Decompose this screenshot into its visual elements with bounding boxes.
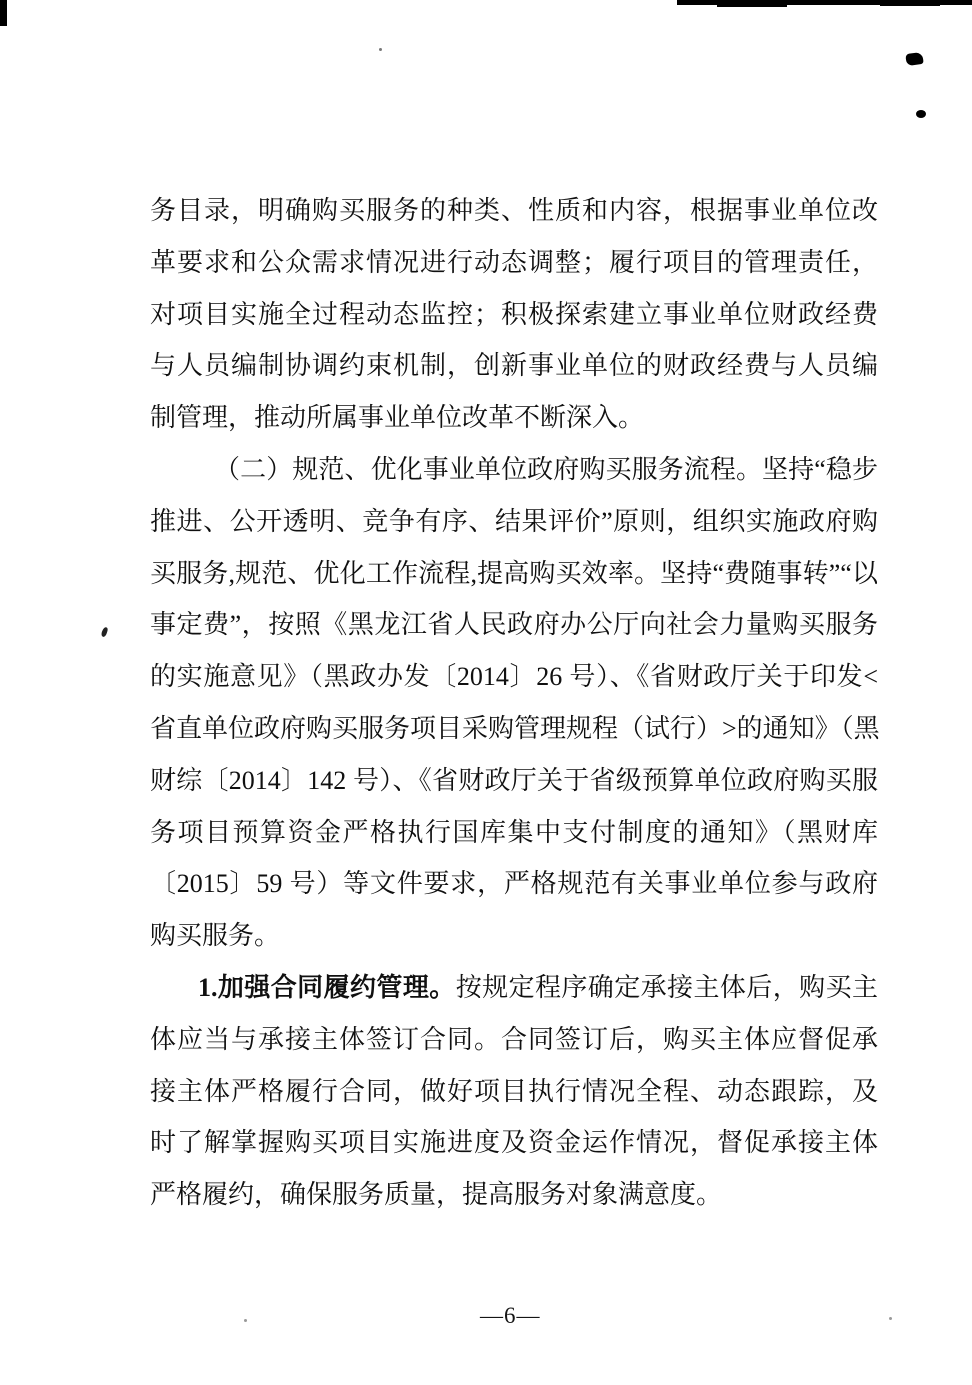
numbered-item-rest: 按规定程序确定承接主体后，购买主 [455,972,878,1002]
text-line: 务项目预算资金严格执行国库集中支付制度的通知》（黑财库 [150,817,878,847]
text-line: 事定费”，按照《黑龙江省人民政府办公厅向社会力量购买服务 [150,610,878,640]
text-line: 的实施意见》（黑政办发〔2014〕26 号）、《省财政厅关于印发< [150,662,878,692]
scan-artifact-dot [244,1319,247,1322]
scan-artifact-ink-blob [916,110,926,118]
text-line: 〔2015〕59 号）等文件要求，严格规范有关事业单位参与政府 [150,869,878,899]
text-line: 购买服务。 [150,921,281,951]
page-number: —6— [480,1303,541,1328]
text-line: 务目录，明确购买服务的种类、性质和内容，根据事业单位改 [150,196,878,225]
scan-artifact-top-edge-band [880,4,940,6]
scan-artifact-top-left-bar [0,0,7,26]
scan-artifact-top-edge-band [717,4,787,7]
document-body [150,185,878,1221]
text-line: 财综〔2014〕142 号）、《省财政厅关于省级预算单位政府购买服 [150,765,878,795]
text-line: 时了解掌握购买项目实施进度及资金运作情况，督促承接主体 [150,1128,878,1158]
text-line-section-heading: （二）规范、优化事业单位政府购买服务流程。坚持“稳步 [214,454,878,484]
text-line: 推进、公开透明、竞争有序、结果评价”原则，组织实施政府购 [150,506,878,536]
scan-artifact-ink-blob [905,52,924,66]
text-line: 制管理，推动所属事业单位改革不断深入。 [150,403,645,433]
text-line: 与人员编制协调约束机制，创新事业单位的财政经费与人员编 [150,351,878,381]
scan-artifact-stray-mark [101,626,109,637]
text-line-numbered-item [150,962,878,1014]
numbered-item-lead-bold: 1.加强合同履约管理。 [198,972,456,1002]
text-line: 严格履约，确保服务质量，提高服务对象满意度。 [150,1180,723,1210]
scan-artifact-dot [379,48,382,51]
scan-artifact-dot [889,1317,892,1320]
text-line: 体应当与承接主体签订合同。合同签订后，购买主体应督促承 [150,1024,878,1054]
text-line: 革要求和公众需求情况进行动态调整；履行项目的管理责任， [150,247,878,277]
text-line: 买服务,规范、优化工作流程,提高购买效率。坚持“费随事转”“以 [150,558,878,588]
text-line: 接主体严格履行合同，做好项目执行情况全程、动态跟踪，及 [150,1076,878,1106]
text-line: 对项目实施全过程动态监控；积极探索建立事业单位财政经费 [150,299,878,329]
text-line: 省直单位政府购买服务项目采购管理规程（试行）>的通知》（黑 [150,713,880,743]
